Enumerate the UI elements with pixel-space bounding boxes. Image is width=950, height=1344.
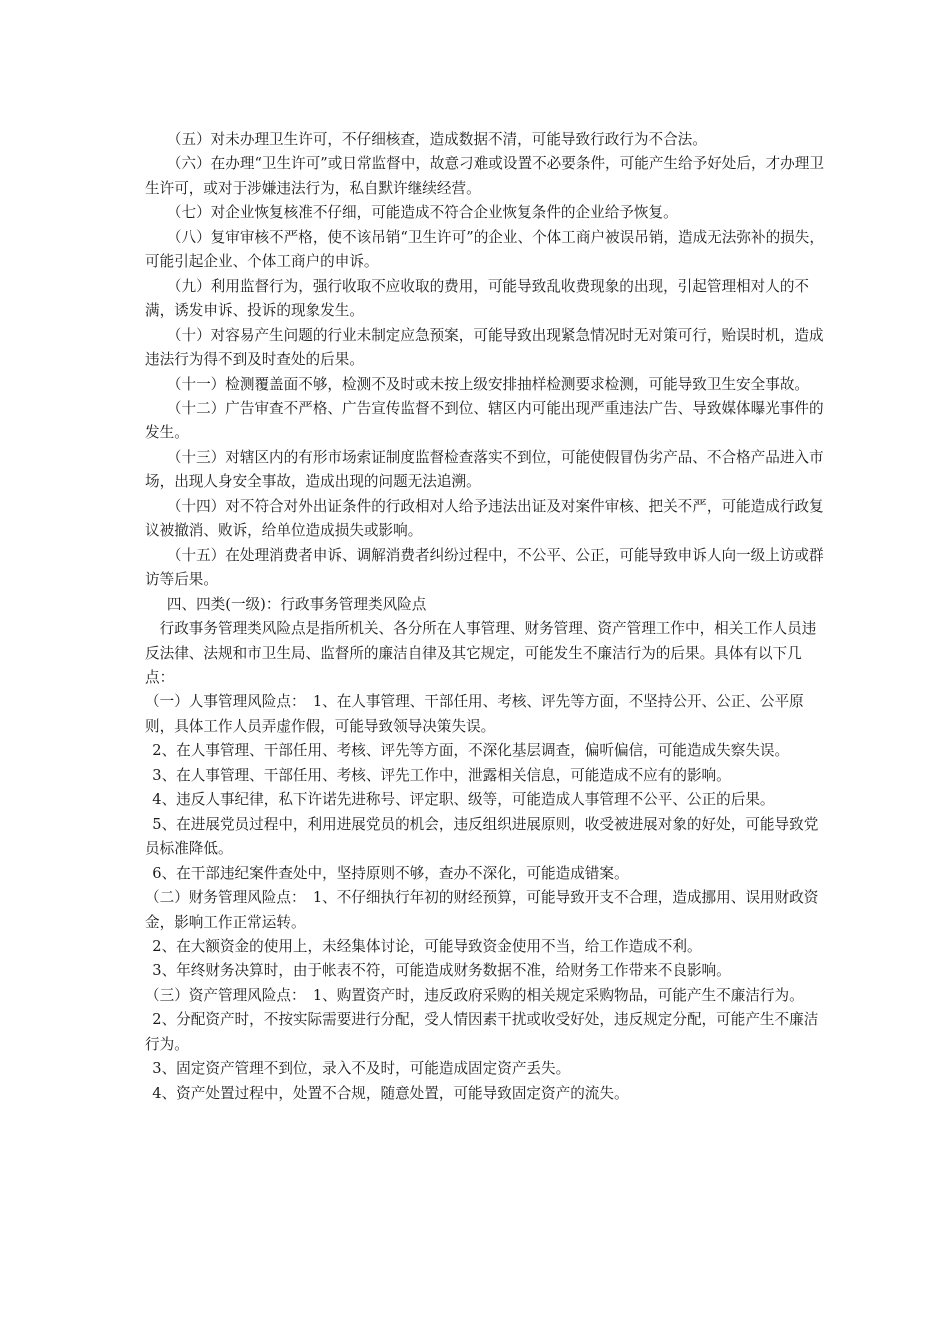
paragraph-item-8: （八）复审审核不严格，使不该吊销“卫生许可”的企业、个体工商户被误吊销，造成无法弥补的损失，可能引起企业、个体工商户的申诉。	[145, 228, 824, 271]
hr-risk-1: （一）人事管理风险点： 1、在人事管理、干部任用、考核、评先等方面，不坚持公开、公正、公平原则，具体工作人员弄虚作假，可能导致领导决策失误。	[145, 693, 804, 735]
paragraph-item-5: （五）对未办理卫生许可，不仔细核查，造成数据不清，可能导致行政行为不合法。	[166, 131, 707, 148]
hr-risk-3: 3、在人事管理、干部任用、考核、评先工作中，泄露相关信息，可能造成不应有的影响。	[152, 766, 731, 784]
paragraph-item-9: （九）利用监督行为，强行收取不应收取的费用，可能导致乱收费现象的出现，引起管理相对人的不满，诱发申诉、投诉的现象发生。	[145, 277, 810, 320]
paragraph-item-14: （十四）对不符合对外出证条件的行政相对人给予违法出证及对案件审核、把关不严，可能造成行政复议被撤消、败诉，给单位造成损失或影响。	[145, 497, 824, 540]
paragraph-item-12: （十二）广告审查不严格、广告宣传监督不到位、辖区内可能出现严重违法广告、导致媒体曝光事件的发生。	[145, 399, 824, 442]
document-body	[145, 128, 825, 1106]
paragraph-item-6: （六）在办理“卫生许可”或日常监督中，故意刁难或设置不必要条件，可能产生给予好处后，才办理卫生许可，或对于涉嫌违法行为，私自默许继续经营。	[145, 155, 824, 197]
paragraph-item-11: （十一）检测覆盖面不够，检测不及时或未按上级安排抽样检测要求检测，可能导致卫生安全事故。	[166, 375, 810, 393]
hr-risk-5: 5、在进展党员过程中，利用进展党员的机会，违反组织进展原则，收受被进展对象的好处，可能导致党员标准降低。	[145, 815, 819, 858]
asset-risk-1: （三）资产管理风险点： 1、购置资产时，违反政府采购的相关规定采购物品，可能产生不廉洁行为。	[145, 986, 804, 1004]
hr-risk-2: 2、在人事管理、干部任用、考核、评先等方面，不深化基层调查，偏听偏信，可能造成失察失误。	[152, 742, 790, 760]
finance-risk-2: 2、在大额资金的使用上，未经集体讨论，可能导致资金使用不当，给工作造成不利。	[152, 937, 702, 955]
asset-risk-3: 3、固定资产管理不到位，录入不及时，可能造成固定资产丢失。	[152, 1060, 571, 1078]
paragraph-item-13: （十三）对辖区内的有形市场索证制度监督检查落实不到位，可能使假冒伪劣产品、不合格产品进入市场，出现人身安全事故，造成出现的问题无法追溯。	[145, 448, 824, 491]
section-heading-4: 四、四类(一级)：行政事务管理类风险点	[166, 595, 427, 613]
paragraph-item-10: （十）对容易产生问题的行业未制定应急预案，可能导致出现紧急情况时无对策可行，贻误时机，造成违法行为得不到及时查处的后果。	[145, 326, 824, 369]
paragraph-item-15: （十五）在处理消费者申诉、调解消费者纠纷过程中，不公平、公正，可能导致申诉人向一级上访或群访等后果。	[145, 546, 824, 589]
hr-risk-6: 6、在干部违纪案件查处中，坚持原则不够，查办不深化，可能造成错案。	[152, 864, 629, 882]
paragraph-item-7: （七）对企业恢复核准不仔细，可能造成不符合企业恢复条件的企业给予恢复。	[166, 204, 678, 222]
hr-risk-4: 4、违反人事纪律，私下许诺先进称号、评定职、级等，可能造成人事管理不公平、公正的后果。	[152, 791, 775, 809]
finance-risk-3: 3、年终财务决算时，由于帐表不符，可能造成财务数据不准，给财务工作带来不良影响。	[152, 962, 731, 980]
asset-risk-2: 2、分配资产时，不按实际需要进行分配，受人情因素干扰或收受好处，违反规定分配，可能产生不廉洁行为。	[145, 1011, 819, 1053]
section-intro: 行政事务管理类风险点是指所机关、各分所在人事管理、财务管理、资产管理工作中，相关工作人员违反法律、法规和市卫生局、监督所的廉洁自律及其它规定，可能发生不廉洁行为的后果。具体有以下几点：	[145, 620, 817, 686]
finance-risk-1: （二）财务管理风险点： 1、不仔细执行年初的财经预算，可能导致开支不合理，造成挪用、误用财政资金，影响工作正常运转。	[145, 889, 819, 931]
asset-risk-4: 4、资产处置过程中，处置不合规，随意处置，可能导致固定资产的流失。	[152, 1084, 629, 1102]
